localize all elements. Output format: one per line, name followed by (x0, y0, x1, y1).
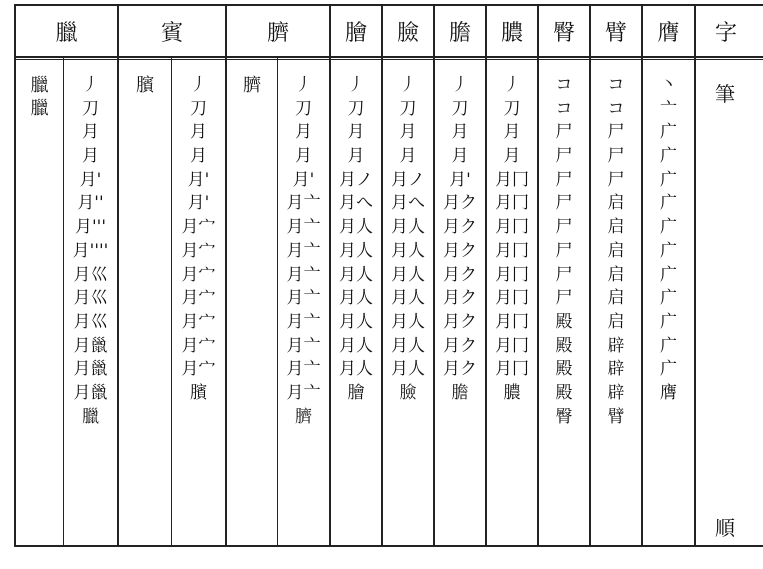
header-cell: 字 (714, 20, 737, 46)
stroke-step: 尸 (555, 288, 573, 309)
stroke-step: 月冂 (495, 217, 529, 238)
stroke-column (278, 74, 329, 429)
stroke-step: 月ノ (339, 169, 373, 190)
stroke-step: 刀 (503, 98, 521, 119)
stroke-step: 启 (607, 240, 625, 261)
stroke-step: 启 (607, 311, 625, 332)
stroke-step: 启 (607, 264, 625, 285)
stroke-step: 月人 (339, 335, 373, 356)
stroke-column (487, 74, 537, 406)
stroke-step: 丿 (82, 75, 99, 95)
stroke-step: 月ノ (391, 169, 425, 190)
stroke-step: 广 (660, 240, 677, 261)
stroke-step: 广 (660, 217, 677, 238)
stroke-step: 启 (607, 193, 625, 214)
stroke-step: 月 (347, 122, 365, 143)
stroke-step: 月亠 (286, 264, 321, 285)
stroke-step: 月冂 (495, 169, 529, 190)
stroke-step: 尸 (555, 146, 573, 167)
stroke-step: 月人 (391, 217, 425, 238)
header-cell: 膾 (344, 20, 367, 46)
stroke-column (172, 74, 225, 406)
stroke-step: 广 (660, 169, 677, 190)
stroke-step: 臀 (555, 406, 573, 427)
stroke-step: 丿 (503, 75, 521, 95)
stroke-step: 丿 (295, 75, 312, 95)
stroke-step: 尸 (555, 240, 573, 261)
stroke-step: 月人 (391, 264, 425, 285)
stroke-step: 殿 (555, 311, 573, 332)
stroke-column (591, 74, 641, 429)
stroke-step: 月巛 (73, 288, 108, 309)
stroke-step: 臘 (30, 75, 49, 96)
stroke-step: 丿 (451, 75, 469, 95)
stroke-step: 月巤 (73, 335, 108, 356)
stroke-step: 刀 (399, 98, 417, 119)
header-cell: 膺 (657, 20, 680, 46)
stroke-step: 膽 (451, 382, 469, 403)
stroke-step: 广 (660, 335, 677, 356)
stroke-step: 月冂 (495, 359, 529, 380)
stroke-step: 月 (451, 122, 469, 143)
stroke-step: 尸 (607, 169, 625, 190)
stroke-step: 尸 (555, 217, 573, 238)
stroke-step: 月 (399, 122, 417, 143)
stroke-step: 月宀 (181, 311, 216, 332)
stroke-step: 月ク (443, 335, 477, 356)
stroke-step: 刀 (295, 98, 312, 119)
stroke-step: 膺 (660, 382, 677, 403)
stroke-step: 月'' (77, 193, 104, 214)
stroke-step: 臏 (136, 75, 154, 96)
stroke-step: 月' (187, 169, 210, 190)
stroke-step: 月ク (443, 240, 477, 261)
stroke-step: 月宀 (181, 217, 216, 238)
header-cell: 臂 (604, 20, 627, 46)
stroke-step: 月亠 (286, 240, 321, 261)
header-bottom-rule (14, 56, 763, 58)
stroke-step: 月ク (443, 264, 477, 285)
stroke-column (539, 74, 589, 429)
stroke-column (16, 74, 63, 120)
stroke-step: 月' (292, 169, 315, 190)
stroke-step: 月ク (443, 193, 477, 214)
stroke-step: 丿 (399, 75, 417, 95)
stroke-step: 月亠 (286, 335, 321, 356)
stroke-step: 月' (187, 193, 210, 214)
header-cell: 膿 (500, 20, 523, 46)
stroke-step: 丿 (347, 75, 365, 95)
stroke-step: 月亠 (286, 288, 321, 309)
stroke-step: 广 (660, 264, 677, 285)
stroke-step: 月冂 (495, 288, 529, 309)
stroke-step: 刀 (190, 98, 207, 119)
stroke-step: 月人 (339, 359, 373, 380)
stroke-step: 月人 (339, 311, 373, 332)
side-label-bottom: 順 (715, 516, 735, 540)
stroke-step: 月宀 (181, 359, 216, 380)
stroke-step: 刀 (82, 98, 99, 119)
stroke-step: 月' (449, 169, 471, 190)
stroke-step: 刀 (451, 98, 469, 119)
stroke-step: 臍 (295, 406, 312, 427)
stroke-step: 月亠 (286, 382, 321, 403)
stroke-step: 臉 (399, 382, 417, 403)
stroke-step: 殿 (555, 359, 573, 380)
stroke-step: コ (555, 98, 573, 119)
stroke-step: 月巤 (73, 382, 108, 403)
stroke-step: 广 (660, 288, 677, 309)
stroke-step: 月 (503, 122, 521, 143)
stroke-column (383, 74, 433, 406)
stroke-step: 月 (295, 122, 312, 143)
stroke-step: 月人 (339, 240, 373, 261)
stroke-column (227, 74, 277, 97)
stroke-step: 月 (295, 146, 312, 167)
header-cell: 臀 (552, 20, 575, 46)
header-cell: 臘 (55, 20, 78, 46)
stroke-step: 月亠 (286, 193, 321, 214)
stroke-step: 刀 (347, 98, 365, 119)
stroke-step: 臏 (190, 382, 207, 403)
stroke-step: 尸 (555, 193, 573, 214)
stroke-step: 月 (451, 146, 469, 167)
stroke-step: 广 (660, 359, 677, 380)
stroke-step: 月亠 (286, 217, 321, 238)
stroke-step: 殿 (555, 335, 573, 356)
stroke-step: 广 (660, 122, 677, 143)
stroke-step: 月巤 (73, 359, 108, 380)
table-bottom-rule (14, 545, 763, 547)
header-cell: 賓 (160, 20, 183, 46)
stroke-step: 辟 (607, 382, 625, 403)
header-double-rule (14, 59, 763, 60)
rule-13 (694, 4, 696, 547)
stroke-step: 尸 (607, 122, 625, 143)
stroke-step: 臘 (30, 98, 49, 119)
stroke-column (119, 74, 171, 97)
stroke-step: 月ク (443, 359, 477, 380)
stroke-step: 月人 (339, 264, 373, 285)
stroke-step: 臘 (82, 406, 99, 427)
stroke-step: 尸 (607, 146, 625, 167)
stroke-step: 月亠 (286, 311, 321, 332)
stroke-step: 月人 (391, 311, 425, 332)
stroke-step: 月へ (339, 193, 373, 214)
stroke-step: 亠 (660, 98, 677, 119)
stroke-step: 月 (82, 122, 99, 143)
stroke-step: 月人 (391, 335, 425, 356)
stroke-step: 月冂 (495, 311, 529, 332)
stroke-step: 殿 (555, 382, 573, 403)
stroke-step: 月へ (391, 193, 425, 214)
stroke-column (435, 74, 485, 406)
stroke-step: 月巛 (73, 264, 108, 285)
stroke-step: 月 (82, 146, 99, 167)
stroke-step: 月冂 (495, 264, 529, 285)
stroke-step: 月冂 (495, 335, 529, 356)
stroke-step: 月宀 (181, 264, 216, 285)
stroke-step: 月' (79, 169, 102, 190)
stroke-step: 月人 (391, 240, 425, 261)
stroke-step: 丿 (190, 75, 207, 95)
stroke-step: 月ク (443, 288, 477, 309)
stroke-step: 月ク (443, 311, 477, 332)
stroke-column (331, 74, 381, 406)
stroke-step: 月 (347, 146, 365, 167)
stroke-step: 臂 (607, 406, 625, 427)
stroke-step: 尸 (555, 169, 573, 190)
header-cell: 膽 (448, 20, 471, 46)
side-label-top: 筆 (715, 82, 735, 106)
stroke-step: 膾 (347, 382, 365, 403)
stroke-step: 启 (607, 217, 625, 238)
stroke-step: 月人 (391, 288, 425, 309)
stroke-step: 月宀 (181, 335, 216, 356)
stroke-step: 月冂 (495, 193, 529, 214)
stroke-step: 辟 (607, 359, 625, 380)
stroke-step: 月人 (339, 217, 373, 238)
stroke-step: 月 (190, 122, 207, 143)
stroke-step: 月'''' (72, 240, 109, 261)
header-cell: 臍 (266, 20, 289, 46)
stroke-step: 启 (607, 288, 625, 309)
stroke-step: 丶 (660, 75, 677, 95)
stroke-step: 臍 (243, 75, 261, 96)
stroke-step: 月ク (443, 217, 477, 238)
header-cell: 臉 (396, 20, 419, 46)
stroke-step: 月人 (339, 288, 373, 309)
stroke-step: コ (607, 75, 625, 95)
stroke-step: 膿 (503, 382, 521, 403)
stroke-step: 月亠 (286, 359, 321, 380)
stroke-step: 月 (503, 146, 521, 167)
stroke-step: 月宀 (181, 240, 216, 261)
stroke-step: 广 (660, 193, 677, 214)
stroke-step: 月巛 (73, 311, 108, 332)
stroke-step: 月宀 (181, 288, 216, 309)
stroke-column (643, 74, 694, 406)
stroke-step: 辟 (607, 335, 625, 356)
stroke-step: 广 (660, 311, 677, 332)
stroke-step: 月冂 (495, 240, 529, 261)
stroke-step: 月 (190, 146, 207, 167)
stroke-step: 月 (399, 146, 417, 167)
stroke-step: 尸 (555, 122, 573, 143)
stroke-step: 广 (660, 146, 677, 167)
stroke-column (64, 74, 117, 429)
stroke-step: コ (607, 98, 625, 119)
stroke-step: 月人 (391, 359, 425, 380)
stroke-step: コ (555, 75, 573, 95)
stroke-step: 尸 (555, 264, 573, 285)
stroke-step: 月''' (74, 217, 107, 238)
